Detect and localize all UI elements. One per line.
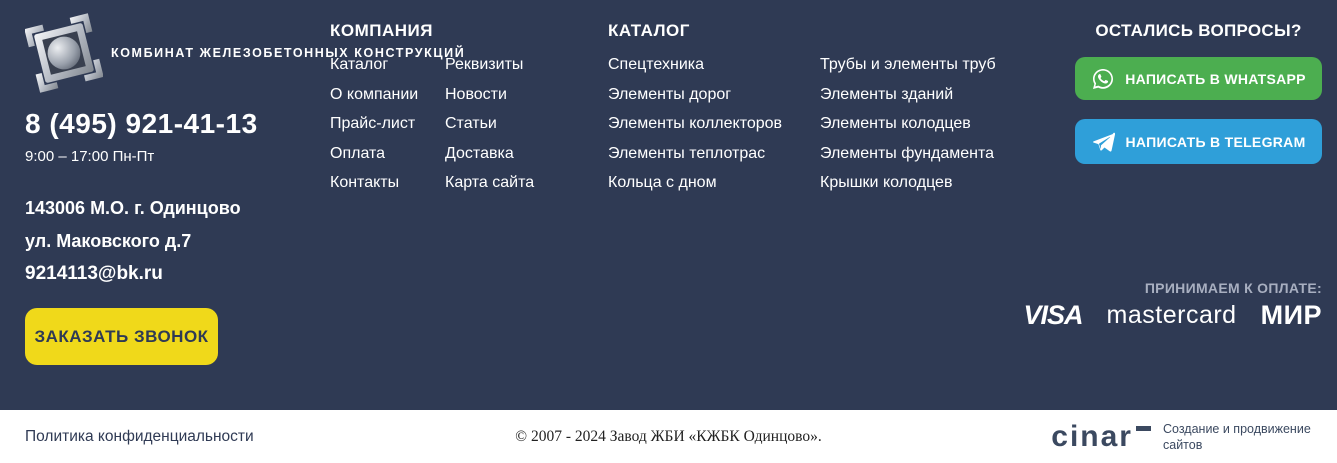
telegram-button[interactable] (1075, 119, 1322, 164)
cube-logo-icon (25, 12, 103, 94)
link-foundation-elements[interactable]: Элементы фундамента (820, 144, 995, 162)
studio-tagline: Создание и продвижение сайтов (1163, 421, 1311, 452)
company-name: КОМБИНАТ ЖЕЛЕЗОБЕТОННЫХ КОНСТРУКЦИЙ (111, 46, 466, 60)
address-text: 143006 М.О. г. Одинцово ул. Маковского д.7 (25, 198, 241, 251)
copyright-text: © 2007 - 2024 Завод ЖБИ «КЖБК Одинцово». (515, 427, 822, 445)
link-delivery[interactable]: Доставка (445, 144, 514, 162)
whatsapp-button-label: НАПИСАТЬ В WHATSAPP (1125, 70, 1306, 87)
link-requisites[interactable]: Реквизиты (445, 56, 524, 73)
link-pricelist[interactable]: Прайс-лист (330, 115, 416, 132)
phone-link[interactable]: 8 (495) 921-41-13 (25, 108, 258, 139)
order-call-button[interactable]: ЗАКАЗАТЬ ЗВОНОК (25, 308, 218, 365)
link-well-covers[interactable]: Крышки колодцев (820, 174, 953, 191)
link-pipes[interactable]: Трубы и элементы труб (820, 56, 996, 73)
whatsapp-icon (1091, 67, 1115, 91)
company-links-column-1 (330, 50, 418, 198)
company-links-column-2 (445, 50, 534, 198)
link-payment[interactable]: Оплата (330, 144, 386, 162)
payment-label: ПРИНИМАЕМ К ОПЛАТЕ: (1144, 280, 1322, 296)
email-link[interactable]: 9214113@bk.ru (25, 263, 163, 284)
studio-logo (1051, 419, 1151, 453)
studio-logo-text: cinar (1051, 419, 1133, 453)
link-building-elements[interactable]: Элементы зданий (820, 85, 954, 103)
company-section-heading: КОМПАНИЯ (330, 21, 433, 40)
link-about[interactable]: О компании (330, 85, 419, 103)
link-heating-elements[interactable]: Элементы теплотрас (608, 144, 766, 162)
link-road-elements[interactable]: Элементы дорог (608, 85, 732, 103)
studio-logo-dash (1136, 426, 1151, 431)
link-contacts[interactable]: Контакты (330, 174, 400, 191)
link-special-equipment[interactable]: Спецтехника (608, 56, 704, 73)
mir-logo: МИР (1260, 300, 1322, 330)
link-well-elements[interactable]: Элементы колодцев (820, 115, 971, 132)
telegram-button-label: НАПИСАТЬ В TELEGRAM (1125, 133, 1306, 150)
link-collector-elements[interactable]: Элементы коллекторов (608, 115, 783, 132)
payment-methods (1024, 300, 1322, 331)
bottom-bar (0, 410, 1337, 463)
mastercard-logo: mastercard (1106, 301, 1237, 329)
catalog-section-heading: КАТАЛОГ (608, 21, 690, 40)
visa-logo: VISA (1023, 300, 1083, 330)
link-rings-with-bottom[interactable]: Кольца с дном (608, 174, 717, 191)
telegram-icon (1091, 130, 1115, 154)
link-catalog[interactable]: Каталог (330, 56, 389, 73)
working-hours: 9:00 – 17:00 Пн-Пт (25, 148, 155, 165)
catalog-links-column-2 (820, 50, 996, 198)
link-news[interactable]: Новости (445, 85, 507, 103)
questions-heading: ОСТАЛИСЬ ВОПРОСЫ? (1095, 21, 1302, 40)
catalog-links-column-1 (608, 50, 782, 198)
studio-credit[interactable] (1051, 421, 1315, 453)
whatsapp-button[interactable] (1075, 57, 1322, 100)
privacy-policy-link[interactable]: Политика конфиденциальности (25, 427, 254, 445)
link-sitemap[interactable]: Карта сайта (445, 174, 535, 191)
link-articles[interactable]: Статьи (445, 115, 497, 132)
